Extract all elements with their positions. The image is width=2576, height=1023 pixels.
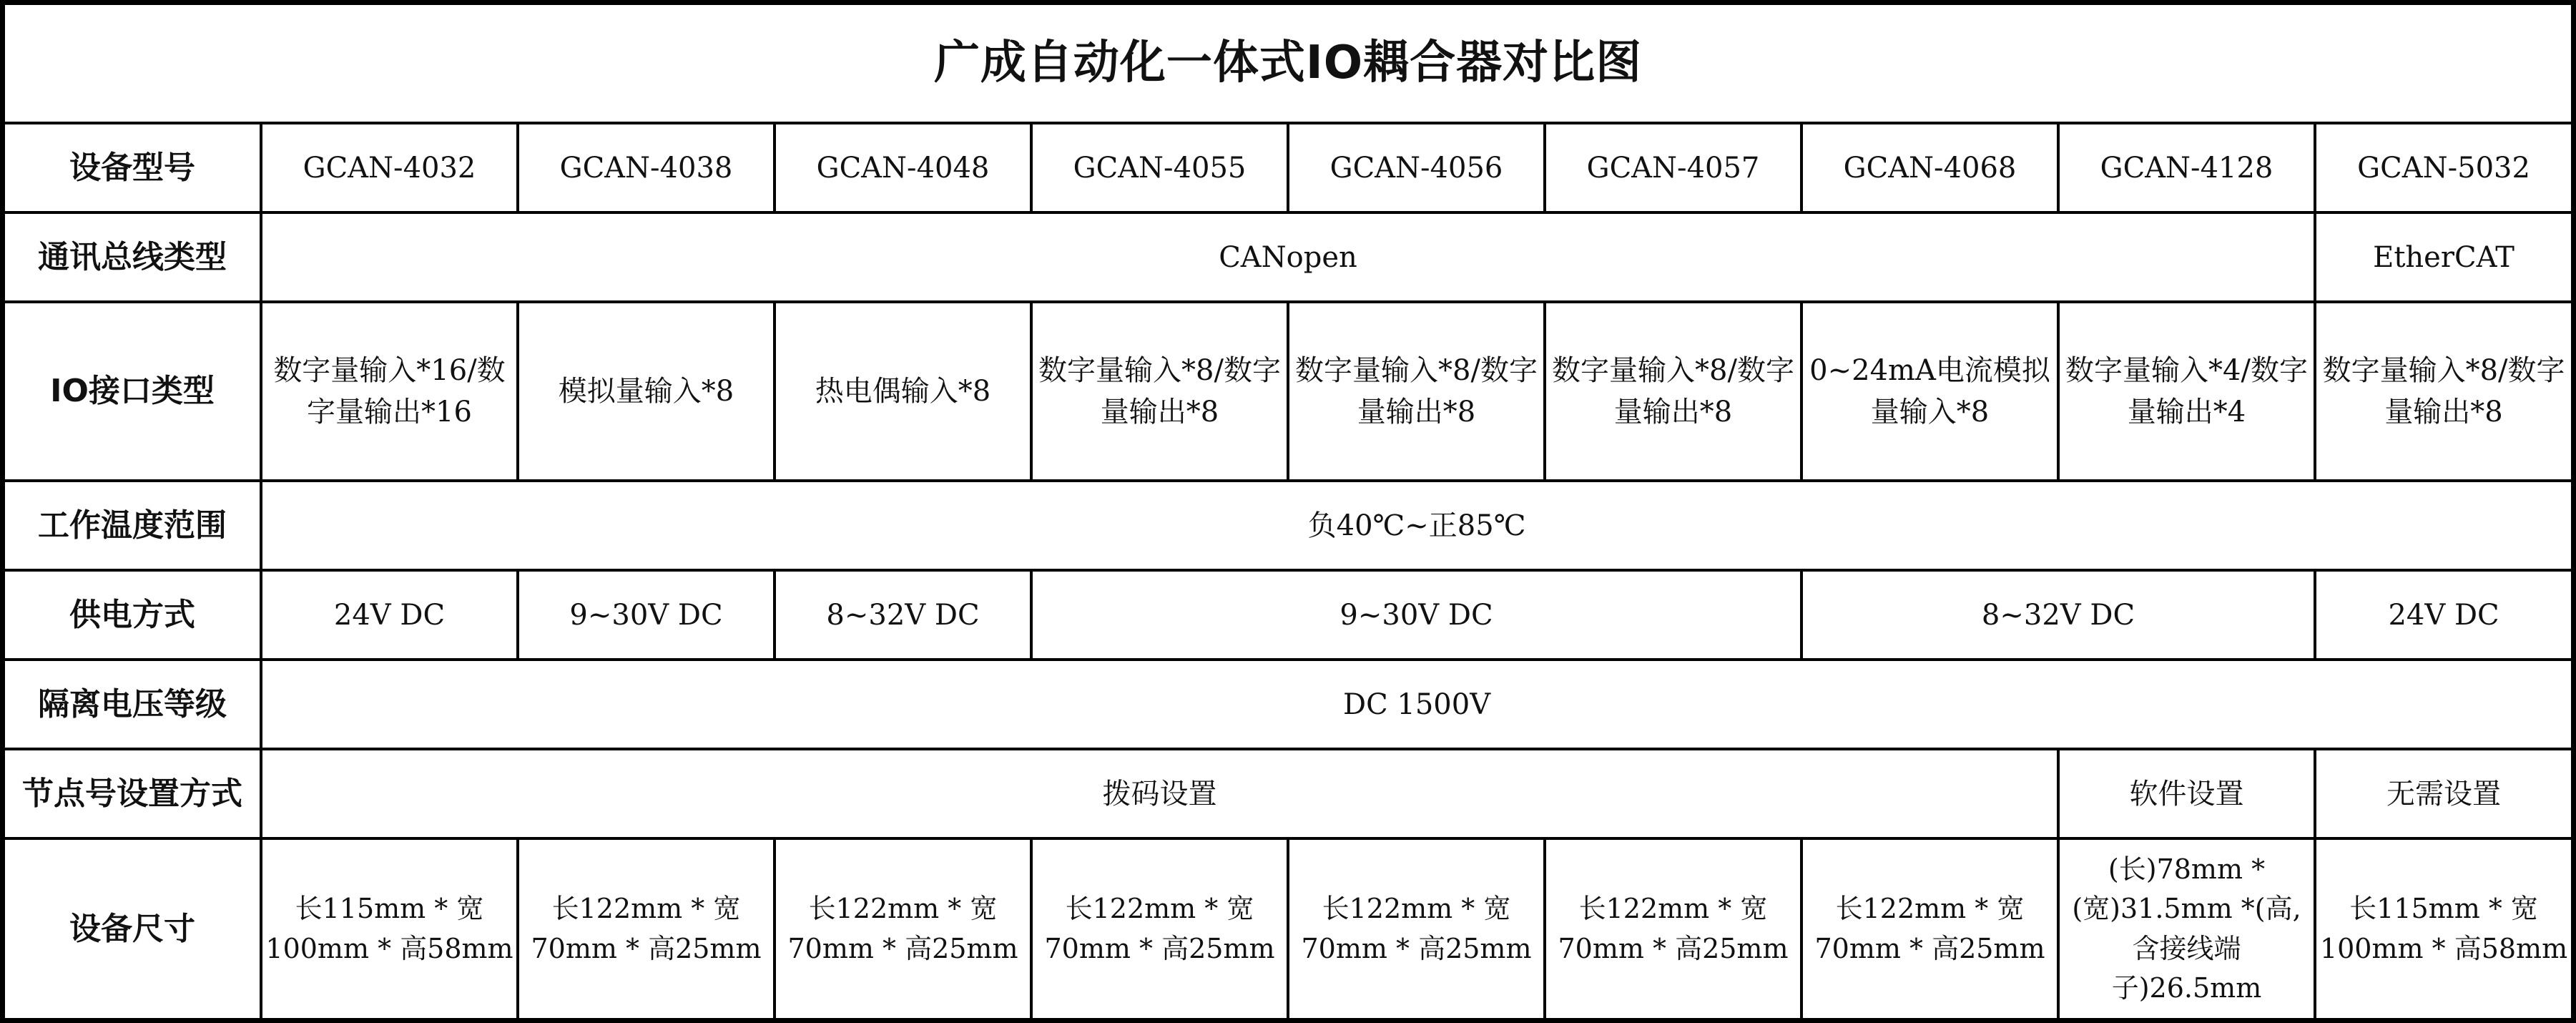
power-cell-4068-4128: 8~32V DC xyxy=(1801,570,2315,660)
model-row xyxy=(5,123,2571,212)
io-cell: 0~24mA电流模拟量输入*8 xyxy=(1801,302,2058,481)
size-cell: 长115mm * 宽100mm * 高58mm xyxy=(261,838,518,1018)
row-header-node: 节点号设置方式 xyxy=(5,749,261,838)
power-cell-4038: 9~30V DC xyxy=(518,570,775,660)
model-cell: GCAN-4056 xyxy=(1288,123,1545,212)
io-cell: 数字量输入*8/数字量输出*8 xyxy=(1545,302,1801,481)
size-row xyxy=(5,838,2571,1018)
row-header-power: 供电方式 xyxy=(5,570,261,660)
row-header-model: 设备型号 xyxy=(5,123,261,212)
bus-row xyxy=(5,212,2571,302)
size-cell: 长122mm * 宽70mm * 高25mm xyxy=(1288,838,1545,1018)
model-cell: GCAN-5032 xyxy=(2315,123,2571,212)
size-cell: 长122mm * 宽70mm * 高25mm xyxy=(518,838,775,1018)
row-header-isolation: 隔离电压等级 xyxy=(5,660,261,749)
power-cell-4048: 8~32V DC xyxy=(775,570,1031,660)
size-cell: 长122mm * 宽70mm * 高25mm xyxy=(1031,838,1288,1018)
bus-ethercat-cell: EtherCAT xyxy=(2315,212,2571,302)
row-header-temp: 工作温度范围 xyxy=(5,481,261,570)
temp-row xyxy=(5,481,2571,570)
isolation-cell: DC 1500V xyxy=(261,660,2571,749)
model-cell: GCAN-4032 xyxy=(261,123,518,212)
model-cell: GCAN-4055 xyxy=(1031,123,1288,212)
node-row xyxy=(5,749,2571,838)
io-cell: 热电偶输入*8 xyxy=(775,302,1031,481)
size-cell: 长115mm * 宽100mm * 高58mm xyxy=(2315,838,2571,1018)
model-cell: GCAN-4128 xyxy=(2058,123,2315,212)
model-cell: GCAN-4038 xyxy=(518,123,775,212)
io-row xyxy=(5,302,2571,481)
model-cell: GCAN-4068 xyxy=(1801,123,2058,212)
io-cell: 数字量输入*4/数字量输出*4 xyxy=(2058,302,2315,481)
io-cell: 数字量输入*8/数字量输出*8 xyxy=(2315,302,2571,481)
power-row xyxy=(5,570,2571,660)
size-cell: 长122mm * 宽70mm * 高25mm xyxy=(1801,838,2058,1018)
isolation-row xyxy=(5,660,2571,749)
row-header-bus: 通讯总线类型 xyxy=(5,212,261,302)
io-cell: 数字量输入*16/数字量输出*16 xyxy=(261,302,518,481)
comparison-table xyxy=(5,5,2571,1018)
title-row xyxy=(5,5,2571,123)
row-header-size: 设备尺寸 xyxy=(5,838,261,1018)
io-cell: 数字量输入*8/数字量输出*8 xyxy=(1031,302,1288,481)
node-software-cell: 软件设置 xyxy=(2058,749,2315,838)
node-none-cell: 无需设置 xyxy=(2315,749,2571,838)
io-cell: 模拟量输入*8 xyxy=(518,302,775,481)
power-cell-4032: 24V DC xyxy=(261,570,518,660)
node-dip-cell: 拨码设置 xyxy=(261,749,2058,838)
size-cell: 长122mm * 宽70mm * 高25mm xyxy=(775,838,1031,1018)
row-header-io: IO接口类型 xyxy=(5,302,261,481)
bus-canopen-cell: CANopen xyxy=(261,212,2315,302)
power-cell-5032: 24V DC xyxy=(2315,570,2571,660)
io-cell: 数字量输入*8/数字量输出*8 xyxy=(1288,302,1545,481)
size-cell: 长122mm * 宽70mm * 高25mm xyxy=(1545,838,1801,1018)
page-title: 广成自动化一体式IO耦合器对比图 xyxy=(5,5,2571,123)
model-cell: GCAN-4048 xyxy=(775,123,1031,212)
size-cell: (长)78mm *(宽)31.5mm *(高,含接线端子)26.5mm xyxy=(2058,838,2315,1018)
model-cell: GCAN-4057 xyxy=(1545,123,1801,212)
temp-cell: 负40℃~正85℃ xyxy=(261,481,2571,570)
power-cell-4055-4057: 9~30V DC xyxy=(1031,570,1801,660)
